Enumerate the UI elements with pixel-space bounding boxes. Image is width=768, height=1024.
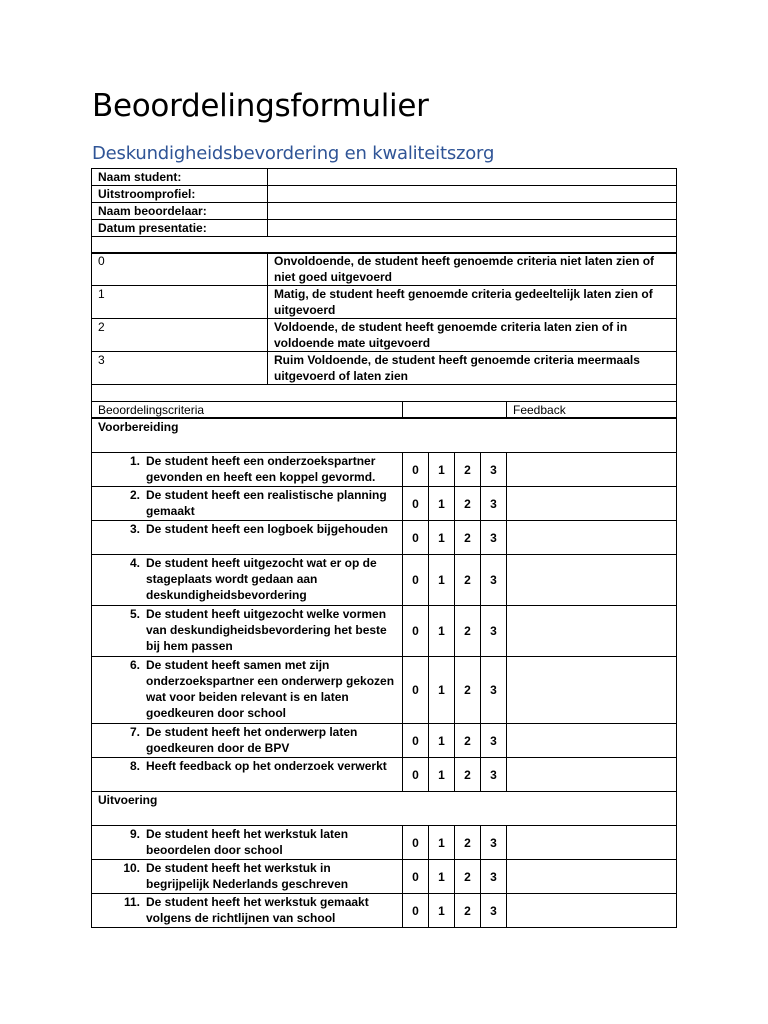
criterion-cell [92, 894, 403, 928]
feedback-header: Feedback [507, 402, 677, 419]
score-option-3[interactable]: 3 [481, 860, 507, 894]
feedback-cell[interactable] [507, 860, 677, 894]
score-option-2[interactable]: 2 [455, 894, 481, 928]
feedback-cell[interactable] [507, 826, 677, 860]
criterion-line [92, 487, 396, 519]
criterion-text: De student heeft een logboek bijgehouden [146, 522, 389, 536]
scale-score: 1 [92, 286, 268, 319]
score-option-3[interactable]: 3 [481, 758, 507, 792]
criterion-line [92, 453, 396, 485]
score-option-1[interactable]: 1 [429, 521, 455, 555]
criteria-table [91, 401, 677, 928]
feedback-cell[interactable] [507, 724, 677, 758]
scale-row [92, 319, 677, 352]
criterion-line [92, 724, 396, 756]
criterion-text: De student heeft uitgezocht wat er op de stageplaats wordt gedaan aan deskundigheidsbevordering [146, 556, 377, 602]
score-option-3[interactable]: 3 [481, 894, 507, 928]
score-option-2[interactable]: 2 [455, 606, 481, 657]
info-label: Naam student: [92, 169, 268, 186]
score-option-3[interactable]: 3 [481, 606, 507, 657]
section-row [92, 419, 677, 453]
score-option-1[interactable]: 1 [429, 606, 455, 657]
criterion-number: 2. [129, 488, 140, 502]
criterion-text: De student heeft een onderzoekspartner gevonden en heeft een koppel gevormd. [146, 454, 376, 484]
score-header-cell [403, 402, 507, 419]
criterion-line [92, 894, 396, 926]
feedback-cell[interactable] [507, 555, 677, 606]
score-option-3[interactable]: 3 [481, 555, 507, 606]
criteria-row [92, 453, 677, 487]
score-option-1[interactable]: 1 [429, 555, 455, 606]
score-option-0[interactable]: 0 [403, 453, 429, 487]
scale-row [92, 352, 677, 385]
info-row-naam-beoordelaar [92, 203, 677, 220]
score-option-1[interactable]: 1 [429, 657, 455, 724]
scale-table [91, 252, 677, 418]
score-option-2[interactable]: 2 [455, 657, 481, 724]
criterion-cell [92, 826, 403, 860]
score-option-0[interactable]: 0 [403, 657, 429, 724]
scale-description: Ruim Voldoende, de student heeft genoemde criteria meermaals uitgevoerd of laten zien [268, 352, 677, 385]
criterion-text: De student heeft het werkstuk in begrijpelijk Nederlands geschreven [146, 861, 349, 891]
criterion-cell [92, 487, 403, 521]
criterion-number: 7. [129, 725, 140, 739]
score-option-3[interactable]: 3 [481, 487, 507, 521]
criteria-row [92, 657, 677, 724]
scale-description: Onvoldoende, de student heeft genoemde criteria niet laten zien of niet goed uitgevoerd [268, 253, 677, 286]
feedback-cell[interactable] [507, 606, 677, 657]
score-option-1[interactable]: 1 [429, 453, 455, 487]
criterion-line [92, 606, 396, 654]
criterion-number: 10. [123, 861, 140, 875]
info-value-field[interactable] [268, 186, 677, 203]
feedback-cell[interactable] [507, 657, 677, 724]
page-subtitle: Deskundigheidsbevordering en kwaliteitszorg [92, 143, 495, 164]
criteria-row [92, 606, 677, 657]
criterion-cell [92, 724, 403, 758]
score-option-3[interactable]: 3 [481, 521, 507, 555]
scale-description: Voldoende, de student heeft genoemde criteria laten zien of in voldoende mate uitgevoerd [268, 319, 677, 352]
criterion-line [92, 860, 396, 892]
spacer-row [92, 237, 677, 254]
criteria-header-row [92, 402, 677, 419]
criterion-line [92, 521, 396, 537]
score-option-2[interactable]: 2 [455, 521, 481, 555]
scale-score: 3 [92, 352, 268, 385]
criteria-row [92, 555, 677, 606]
criterion-cell [92, 453, 403, 487]
score-option-2[interactable]: 2 [455, 487, 481, 521]
criterion-number: 9. [129, 827, 140, 841]
score-option-2[interactable]: 2 [455, 453, 481, 487]
criterion-text: De student heeft samen met zijn onderzoekspartner een onderwerp gekozen wat voor beiden relevant is en laten goedkeuren door school [146, 658, 395, 720]
criteria-header-label: Beoordelingscriteria [92, 402, 403, 419]
feedback-cell[interactable] [507, 487, 677, 521]
score-option-2[interactable]: 2 [455, 555, 481, 606]
scale-row [92, 253, 677, 286]
info-label: Naam beoordelaar: [92, 203, 268, 220]
criterion-number: 4. [129, 556, 140, 570]
criterion-line [92, 657, 396, 721]
score-option-0[interactable]: 0 [403, 724, 429, 758]
feedback-cell[interactable] [507, 453, 677, 487]
feedback-cell[interactable] [507, 894, 677, 928]
score-option-0[interactable]: 0 [403, 606, 429, 657]
score-option-3[interactable]: 3 [481, 657, 507, 724]
info-value-field[interactable] [268, 203, 677, 220]
info-row-datum-presentatie [92, 220, 677, 237]
criteria-row [92, 521, 677, 555]
score-option-1[interactable]: 1 [429, 758, 455, 792]
score-option-1[interactable]: 1 [429, 894, 455, 928]
score-option-1[interactable]: 1 [429, 860, 455, 894]
score-option-0[interactable]: 0 [403, 521, 429, 555]
score-option-1[interactable]: 1 [429, 487, 455, 521]
criterion-cell [92, 758, 403, 792]
score-option-2[interactable]: 2 [455, 724, 481, 758]
criteria-row [92, 894, 677, 928]
section-row [92, 792, 677, 826]
score-option-2[interactable]: 2 [455, 826, 481, 860]
spacer-cell [92, 237, 677, 254]
criterion-text: De student heeft het werkstuk laten beoordelen door school [146, 827, 349, 857]
info-row-naam-student [92, 169, 677, 186]
score-option-0[interactable]: 0 [403, 826, 429, 860]
score-option-3[interactable]: 3 [481, 453, 507, 487]
criterion-cell [92, 521, 403, 555]
score-option-2[interactable]: 2 [455, 860, 481, 894]
criteria-row [92, 487, 677, 521]
score-option-3[interactable]: 3 [481, 724, 507, 758]
criterion-text: Heeft feedback op het onderzoek verwerkt [146, 759, 387, 773]
criterion-text: De student heeft een realistische planning gemaakt [146, 488, 387, 518]
scale-description: Matig, de student heeft genoemde criteria gedeeltelijk laten zien of uitgevoerd [268, 286, 677, 319]
criterion-cell [92, 657, 403, 724]
page-title: Beoordelingsformulier [92, 88, 429, 124]
scale-score: 0 [92, 253, 268, 286]
score-option-0[interactable]: 0 [403, 894, 429, 928]
criterion-number: 5. [129, 607, 140, 621]
criteria-row [92, 826, 677, 860]
score-option-0[interactable]: 0 [403, 487, 429, 521]
criterion-number: 6. [129, 658, 140, 672]
score-option-3[interactable]: 3 [481, 826, 507, 860]
score-option-2[interactable]: 2 [455, 758, 481, 792]
section-title: Voorbereiding [92, 419, 677, 453]
score-option-0[interactable]: 0 [403, 555, 429, 606]
info-label: Uitstroomprofiel: [92, 186, 268, 203]
criterion-cell [92, 606, 403, 657]
score-option-1[interactable]: 1 [429, 826, 455, 860]
scale-row [92, 286, 677, 319]
criterion-number: 1. [129, 454, 140, 468]
section-title: Uitvoering [92, 792, 677, 826]
info-row-uitstroomprofiel [92, 186, 677, 203]
criteria-row [92, 860, 677, 894]
criterion-cell [92, 555, 403, 606]
info-label: Datum presentatie: [92, 220, 268, 237]
score-option-0[interactable]: 0 [403, 860, 429, 894]
criteria-row [92, 724, 677, 758]
criterion-line [92, 555, 396, 603]
feedback-cell[interactable] [507, 758, 677, 792]
criteria-row [92, 758, 677, 792]
score-option-1[interactable]: 1 [429, 724, 455, 758]
criterion-text: De student heeft het werkstuk gemaakt volgens de richtlijnen van school [146, 895, 369, 925]
info-value-field[interactable] [268, 220, 677, 237]
criterion-line [92, 826, 396, 858]
criterion-number: 8. [129, 759, 140, 773]
scale-score: 2 [92, 319, 268, 352]
score-option-0[interactable]: 0 [403, 758, 429, 792]
student-info-table [91, 168, 677, 254]
criterion-cell [92, 860, 403, 894]
feedback-cell[interactable] [507, 521, 677, 555]
criterion-number: 11. [123, 895, 140, 909]
info-value-field[interactable] [268, 169, 677, 186]
criterion-number: 3. [129, 522, 140, 536]
criterion-line [92, 758, 396, 774]
criterion-text: De student heeft uitgezocht welke vormen van deskundigheidsbevordering het beste bij hem passen [146, 607, 387, 653]
criterion-text: De student heeft het onderwerp laten goedkeuren door de BPV [146, 725, 358, 755]
